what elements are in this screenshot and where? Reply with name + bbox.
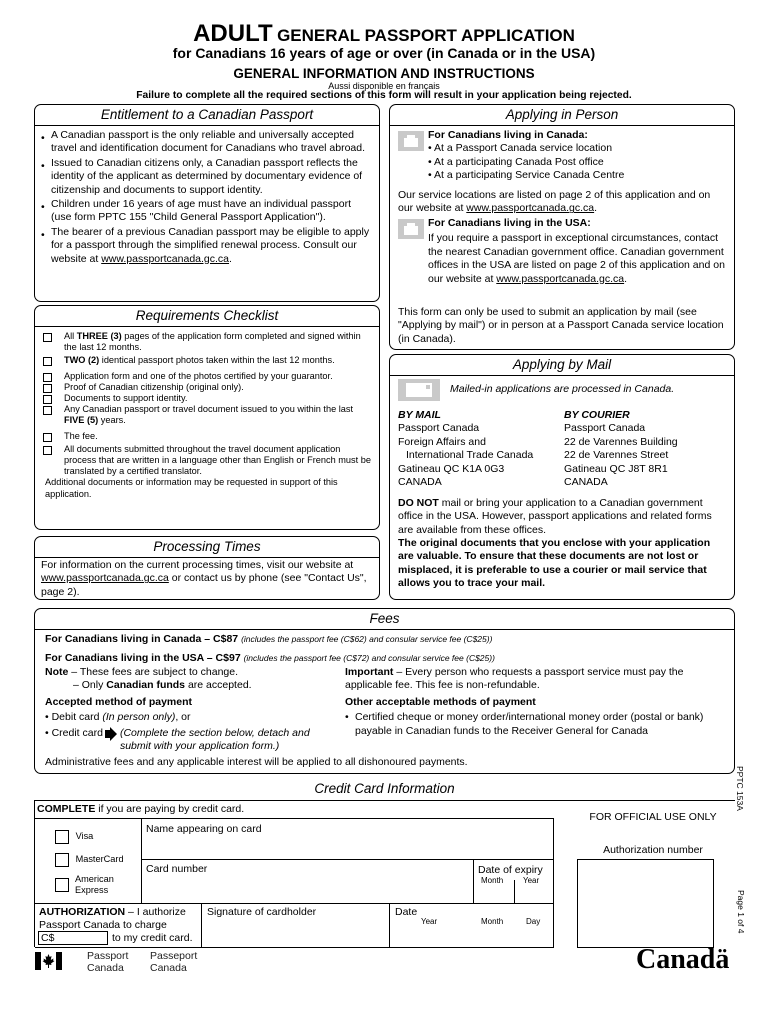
do-not-text: DO NOT mail or bring your application to a Canadian government office in the USA. However, passport applications and related forms are available from these offices. [398,497,712,536]
list-item: • A Canadian passport is the only reliable and universally accepted travel and identification document for Canadians who travel abroad. [41,129,366,155]
name-on-card-field[interactable] [143,837,551,858]
processed-note: Mailed-in applications are processed in Canada. [450,383,675,395]
canada-flag-icon [35,952,62,975]
expiry-label: Date of expiry [478,864,543,876]
checkbox[interactable] [43,395,52,404]
checklist-box [34,305,380,530]
warning-text: Failure to complete all the required sections of this form will result in your application being rejected. [136,90,632,101]
fees-canada: For Canadians living in Canada – C$87 (includes the passport fee (C$62) and consular service fee (C$25)) [45,633,493,645]
authorization-text: AUTHORIZATION – I authorize Passport Canada to charge [39,906,186,932]
list-item: • Issued to Canadian citizens only, a Canadian passport reflects the identity of the applicant as determined by documentary evidence of citizenship and documents to support identity. [41,156,363,196]
website-link[interactable]: www.passportcanada.gc.ca [101,252,230,265]
checkbox[interactable] [43,406,52,415]
section-title: GENERAL INFORMATION AND INSTRUCTIONS [233,66,535,81]
page-subtitle: for Canadians 16 years of age or over (in Canada or in the USA) [172,45,596,61]
date-label: Date [395,906,418,918]
checkbox[interactable] [43,373,52,382]
list-item: • Children under 16 years of age must have an individual passport (use form PPTC 155 "Child General Passport Application"). [41,198,352,224]
checklist-item: All THREE (3) pages of the application form completed and signed within the last 12 months. [43,331,373,353]
checklist-item: Any Canadian passport or travel document issued to you within the last FIVE (5) years. [43,404,373,426]
processing-text: For information on the current processing times, visit our website at www.passportcanada.gc.ca or contact us by phone (see "Contact Us", page 2). [41,559,367,598]
amount-field[interactable]: C$ [38,931,108,945]
courier-address: BY COURIER Passport Canada 22 de Varennes Building 22 de Varennes Street Gatineau QC J8T 8R1 CANADA [564,409,678,489]
fees-important: Important – Every person who requests a passport service must pay the applicable fee. This fee is non-refundable. Other acceptable methods of payment • Certified cheque or money order/international money order (postal or bank) payable in Canadian funds to the Receiver General for Canada [345,666,720,738]
website-link[interactable]: www.passportcanada.gc.ca [466,202,595,215]
checklist-item: All documents submitted throughout the travel document application process that are written in a language other than English or French must be translated by a certified translator. [43,444,373,478]
locations-text: Our service locations are listed on page 2 of this application and on our website at www.passportcanada.gc.ca. [398,189,711,215]
envelope-icon [398,379,440,401]
signature-label: Signature of cardholder [207,906,317,918]
by-mail-box [389,354,735,600]
list-item: • Certified cheque or money order/international money order (postal or bank) payable in Canadian funds to the Receiver General for Canada [345,711,704,737]
checklist-item: Proof of Canadian citizenship (original only). [43,382,373,393]
processing-box [34,536,380,600]
fees-usa: For Canadians living in the USA – C$97 (includes the passport fee (C$72) and consular service fee (C$25)) [45,652,495,664]
page-title [0,20,768,48]
title-adult: ADULT [193,20,273,47]
page-number: Page 1 of 4 [736,890,746,934]
in-person-heading: Applying in Person [390,105,734,126]
website-link[interactable]: www.passportcanada.gc.ca [41,572,169,585]
auth-suffix: to my credit card. [112,932,193,944]
checklist-item: TWO (2) identical passport photos taken within the last 12 months. [43,355,373,366]
checkbox[interactable] [43,333,52,342]
checkbox[interactable] [55,853,69,867]
entitlement-heading: Entitlement to a Canadian Passport [35,105,379,126]
website-link[interactable]: www.passportcanada.gc.ca [496,272,625,285]
checklist-item: Application form and one of the photos certified by your guarantor. [43,371,373,382]
building-icon [398,219,424,239]
complete-text: COMPLETE if you are paying by credit card. [37,803,245,815]
passport-canada-fr: Passeport Canada [150,950,198,974]
arrow-icon [105,727,117,754]
title-rest: GENERAL PASSPORT APPLICATION [277,26,575,45]
processing-heading: Processing Times [35,537,379,558]
checklist-note: Additional documents or information may be requested in support of this application. [45,477,338,499]
passport-canada-en: Passport Canada [87,950,129,974]
fees-box [34,608,735,774]
checklist-heading: Requirements Checklist [35,306,379,327]
credit-item: • Credit card (Complete the section below, detach and submit with your application form.) [45,726,310,753]
date-year-label: Year [421,917,438,926]
expiry-month-label: Month [481,876,504,885]
list-item: • At a Passport Canada service location [428,142,613,155]
official-use-title: FOR OFFICIAL USE ONLY [589,811,717,823]
card-number-field[interactable] [143,877,471,902]
checkbox[interactable] [43,384,52,393]
mail-address: BY MAIL Passport Canada Foreign Affairs and International Trade Canada Gatineau QC K1A 0G3 CANADA [398,409,534,489]
checklist-item: The fee. [43,431,373,442]
accepted-title: Accepted method of payment [45,695,193,708]
fees-heading: Fees [35,609,734,630]
debit-item: • Debit card (In person only), or [45,711,191,724]
card-visa[interactable]: Visa [55,830,93,844]
checkbox[interactable] [55,830,69,844]
card-mastercard[interactable]: MasterCard [55,853,124,867]
list-item: • The bearer of a previous Canadian passport may be eligible to apply for a passport through the simplified renewal process. Consult our website at www.passportcanada.gc.ca. [41,225,370,265]
checkbox[interactable] [43,357,52,366]
usa-title: For Canadians living in the USA: [428,217,591,229]
in-person-box [389,104,735,350]
canada-title: For Canadians living in Canada: [428,129,588,141]
credit-card-section [34,800,735,947]
checkbox[interactable] [43,433,52,442]
date-day-label: Day [526,917,541,926]
form-code: PPTC 153A [735,766,745,811]
other-title: Other acceptable methods of payment [345,695,536,708]
checkbox[interactable] [43,446,52,455]
list-item: • At a participating Service Canada Centre [428,169,625,182]
authorization-number-field[interactable] [577,859,714,948]
card-number-label: Card number [146,863,208,875]
date-month-label: Month [481,917,504,926]
usa-text: If you require a passport in exceptional circumstances, contact the nearest Canadian government office. Canadian government offices in the USA are listed on page 2 of this application and on our website at www.passportcanada.gc.ca. [428,232,725,285]
credit-card-heading: Credit Card Information [314,781,455,796]
canada-wordmark: Canadä [636,944,730,975]
admin-text: Administrative fees and any applicable interest will be applied to all dishonoured payments. [45,756,468,768]
entitlement-list [35,126,379,266]
list-item: • At a participating Canada Post office [428,155,604,168]
entitlement-box [34,104,380,302]
authorization-number-label: Authorization number [603,844,703,856]
name-on-card-label: Name appearing on card [146,823,262,835]
checklist-item: Documents to support identity. [43,393,373,404]
signature-field[interactable] [203,919,387,946]
by-mail-heading: Applying by Mail [390,355,734,376]
original-docs-text: The original documents that you enclose with your application are valuable. To ensure that these documents are not lost or misplaced, it is preferable to use a courier or mail service that allows you to trace your mail. [398,537,711,590]
expiry-year-label: Year [523,876,540,885]
form-use-text: This form can only be used to submit an application by mail (see "Applying by mail") or in person at a Passport Canada service location (in Canada). [398,306,724,345]
fees-note: Note – These fees are subject to change. – Only Canadian funds are accepted. Accepted method of payment • Debit card (In person only), or • Credit card (Complete the section below, detach and submit with your application form.) [45,666,335,753]
building-icon [398,131,424,151]
french-note: Aussi disponible en français [328,81,440,91]
checkbox[interactable] [55,878,69,892]
card-amex[interactable]: American Express [55,874,125,896]
